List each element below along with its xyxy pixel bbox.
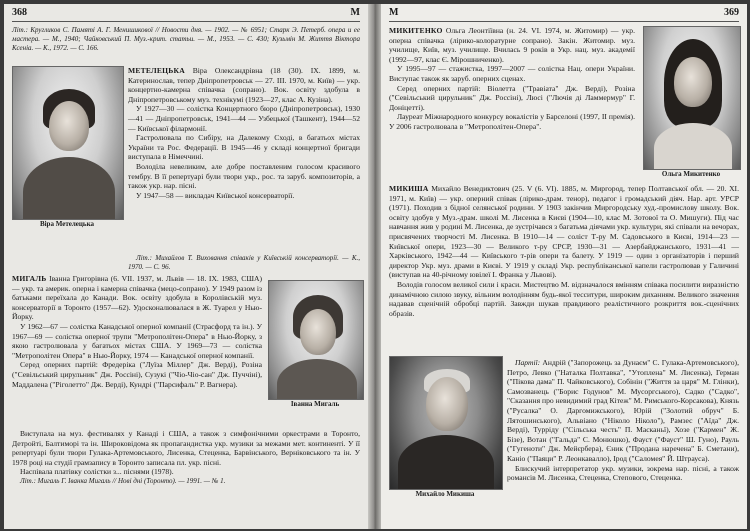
top-literature-block (12, 26, 360, 52)
entry-mygal-name: Іванна Григорівна (6. VII. 1937, м. Львів — 18. IX. 1983, США) — укр. та америк. оперна і камерна співачка (мецо-сопрано). У 1949 разом із батьками переїхала до Канади. Вок. освіту здобула в Королівській муз. консерваторії в Торонто (1957—62). Удосконалювалася в Ж. Туарел у Нью-Йорку. (12, 274, 262, 322)
entry-mykysha-name: Михайло Венедиктович (25. V (6. VI). 1885, м. Миргород, тепер Полтавської обл. — 20. XI. 1971, м. Київ) — укр. оперний співак (лірико-драм. тенор), педагог і громадський діяч. Нар. арт. УРСР (1971). Походив з бідної селянської родини. У 1903 закінчив Миргородську худ.-промислову школу. Вок. освіту здобув у Муз.-драм. школі М. Лисенка в Києві (1904—10, клас М. Зотової та О. Мишуги). Під час навчання жив у родині М. Лисенка, де зустрічався з багатьма діячами укр. культури, які співали на вечорах, присвячених творчості М. Лисенка. В 1910—14 — соліст Т-ру М. Садовського в Києві, 1914—23 — Київської опери, 1923—30 — Великого т-ру СРСР, 1930—31 — Азербайджанського, 1931—41 — Харківського, 1942—44 — Київського т-рів опери та балету. У 1919 — один з організаторів і перший директор Укр. муз. драми в Києві. У 1919 у складі Укр. республіканської капели гастролював у Галичині (виступав на 40-річному ювілеї І. Франка у Львові). (389, 184, 739, 280)
left-running-head (12, 7, 360, 22)
portrait-photo-meteletska (12, 66, 124, 220)
entry-mykytenko-name: Ольга Леонтіївна (н. 24. VI. 1974, м. Житомир) — укр. оперна співачка (лірико-колоратурне сопрано). Закін. Житомир. муз. училище, Київ, муз. училище. Вчилась 9 років в Укр. нац. муз. академії (1992—97, клас Є. Мірошниченко). (389, 26, 635, 64)
entry-mykysha (389, 184, 739, 318)
photo-caption-mygal: Іванна Мигаль (290, 400, 340, 408)
entry-mygal-para5: Наспівала платівку солістки з... піснями (1978). (20, 467, 174, 477)
shoulders-shape (398, 435, 494, 490)
entry-meteletska-lit-text: Літ.: Михайлов Т. Виховання співаків у Київській консерваторії. — К., 1970. — С. 96. (128, 254, 360, 271)
face-shape (674, 57, 712, 107)
face-shape (300, 309, 336, 355)
portrait-photo-mygal (268, 280, 364, 400)
entry-meteletska-lit (128, 254, 360, 272)
left-page (4, 4, 368, 529)
entry-mykytenko (389, 26, 635, 132)
headword-mygal: МИГАЛЬ (12, 274, 47, 283)
shoulders-shape (277, 359, 357, 400)
photo-caption-mykysha: Михайло Микиша (415, 490, 475, 498)
entry-mykysha-para2: Володів голосом великої сили і краси. Мистецтво М. відзначалося вмінням співака посилити виразністю динамічною силою звуку, вільним володінням будь-якої тесситури, широким диханням. Великого значення надавав сценічній обробці партій. Завжди шукав правдивого реалістичного розкриття вок.-сценічних образів. (389, 279, 739, 318)
face-shape (49, 101, 89, 151)
entry-meteletska-name: Віра Олександрівна (18 (30). IX. 1899, м. Катеринослав, тепер Дніпропетровськ — 27. III. 1970, м. Київ) — укр. концертно-камерна співачка (сопрано). Вок. освіту здобула в Дніпропетровському муз. технікумі (1923—27, клас А. Кузіна). (128, 66, 360, 104)
top-literature-text: Літ.: Кругликов С. Памяті А. Г. Менишикової // Новости дня. — 1902. — № 6951; Старк Э. Петерб. опера и ее мастера. — М., 1940; Чайковський П. Муз.-крит. статьи. — М., 1953. — С. 430; Кузьмін М. Життя Віктора Ксеніа. — К., 1972. — С. 166. (12, 26, 360, 52)
entry-mygal-para4: Виступала на муз. фестивалях у Канаді і США, а також з симфонічними оркестрами в Торонто, Детройті, Балтиморі та ін. Широковідома як пропагандистка укр. музики за межами мет. континенті. У її репертуарі були твори Гулака-Артемовського, Лисенка, Стеценка, Барвінського, Верніковського та ін. У 1978 році на студії грамзапису в Торонто записала пл. укр. пісні. (12, 429, 360, 467)
headword-meteletska: МЕТЕЛЕЦЬКА (128, 66, 185, 75)
shoulders-shape (23, 157, 115, 220)
entry-mygal-cont (12, 429, 360, 486)
entry-mykysha-parts (507, 358, 739, 483)
entry-mykysha-para4: Блискучий інтерпретатор укр. музики, зокрема нар. пісні, а також романсів М. Лисенка, Стеценка, Степового, Стеценка. (507, 463, 739, 483)
entry-mygal-para2: У 1962—67 — солістка Канадської оперної компанії (Страсфорд та ін.). У 1967—69 — солістка оперної трупи "Метрополітен-Опера" в Нью-Йорку, з якою гастролювала у багатьох містах США. У 1969—73 — солістка "Метрополітен Опера" в Нью-Йорку, 1974 — Канадської оперної компанії. (12, 321, 262, 360)
entry-mykytenko-para4: Лауреат Міжнародного конкурсу вокалістів у Барселоні (1997, II премія). У 2006 гастролювала в "Метрополітен-Опера". (389, 112, 635, 131)
headword-mykysha: МИКИША (389, 184, 429, 193)
parts-label: Партії: (515, 358, 541, 367)
entry-meteletska-para4: Володіла невеликим, але добре поставленим голосом красивого тембру. В її репертуарі були твори укр., рос. та заруб. композиторів, а також укр. нар. пісні. (128, 161, 360, 191)
entry-mygal (12, 274, 262, 389)
photo-caption-meteletska: Віра Метелецька (39, 220, 95, 228)
left-page-number: 368 (12, 7, 27, 18)
entry-meteletska-lead (128, 66, 360, 104)
entry-mykytenko-para3: Серед оперних партій: Віолетта ("Травіата" Дж. Верді), Розіна ("Севільський цирульник" Дж. Россіні), Люсі ("Лючія ді Ламмермур" Г. Доніцетті). (389, 83, 635, 112)
right-running-head (389, 7, 739, 22)
right-page (381, 4, 747, 529)
book-gutter (368, 4, 381, 529)
entry-mygal-lit: Літ.: Мигаль Г. Іванка Мигаль // Нові дні (Торонто). — 1991. — № 1. (20, 476, 226, 485)
face-shape (426, 377, 468, 431)
entry-mygal-lead (12, 274, 262, 322)
photo-caption-mykytenko: Ольга Микитенко (661, 170, 721, 178)
portrait-photo-mykysha (389, 356, 503, 490)
entry-meteletska-para2: У 1927—30 — солістка Концертного бюро (Дніпропетровськ), 1930—41 — Дніпропетровськ, 1941—44 — Узбецької (Ташкент), 1944—52 — Київської філармонії. (128, 104, 360, 133)
headword-mykytenko: МИКИТЕНКО (389, 26, 443, 35)
entry-meteletska-para3: Гастролювала по Сибіру, на Далекому Сході, в багатьох містах України та Рос. Федерації. В 1945—46 у складі концертної бригади виступала в Німеччині. (128, 133, 360, 162)
portrait-photo-mykytenko (643, 26, 741, 170)
entry-mygal-para3: Серед оперних партій: Фредеріка ("Луїза Міллер" Дж. Верді), Розіна ("Севільський цирульник" Дж. Россіні), Сузукі ("Чіо-Чіо-сан" Дж. Пуччіні), Маддалена ("Ріголетто" Дж. Верді), Кундрі ("Парсифаль" Р. Вагнера). (12, 360, 262, 389)
right-page-number: 369 (724, 7, 739, 18)
entry-meteletska-para5: У 1947—58 — викладач Київської консерваторії. (136, 190, 295, 200)
entry-mykytenko-para2: У 1995—97 — стажистка, 1997—2007 — солістка Нац. опери України. Виступає також як заруб. оперних сценах. (389, 64, 635, 83)
shoulders-shape (654, 123, 732, 170)
parts-text: Андрій ("Запорожець за Дунаєм" С. Гулака-Артемовського), Петро, Левко ("Наталка Полтавка", "Утоплена" М. Лисенка), Герман ("Пікова дама" П. Чайковського), Собінін ("Життя за царя" М. Глінки), Самозванець ("Борис Годунов" М. Мусоргського), Садко ("Садко", "Сказання про невидимий град Кітеж" М. Римського-Корсакова), Князь ("Русалка" О. Даргомижського), Юрій ("Золотий обруч" Б. Лятошинського), Альвіано ("Ніколо Ніколо"), Рамзес ("Аїда" Дж. Верді), Турріду ("Сільська честь" П. Масканьї), Хозе ("Кармен" Ж. Бізе), Вотан ("Гальда" С. Монюшко), Фауст ("Фауст" Ш. Гуно), Рауль ("Гугеноти" Дж. Мейєрбера), Єник ("Продана наречена" Б. Сметани), Каніо ("Паяци" Р. Леонкавалло), Ірод ("Саломея" Й. Штрауса). (507, 358, 739, 463)
right-header-letter: М (389, 7, 399, 18)
entry-mykytenko-lead (389, 26, 635, 64)
entry-mykysha-lead (389, 184, 739, 280)
left-header-letter: М (350, 7, 360, 18)
entry-meteletska (128, 66, 360, 200)
entry-mykysha-para3 (507, 358, 739, 464)
